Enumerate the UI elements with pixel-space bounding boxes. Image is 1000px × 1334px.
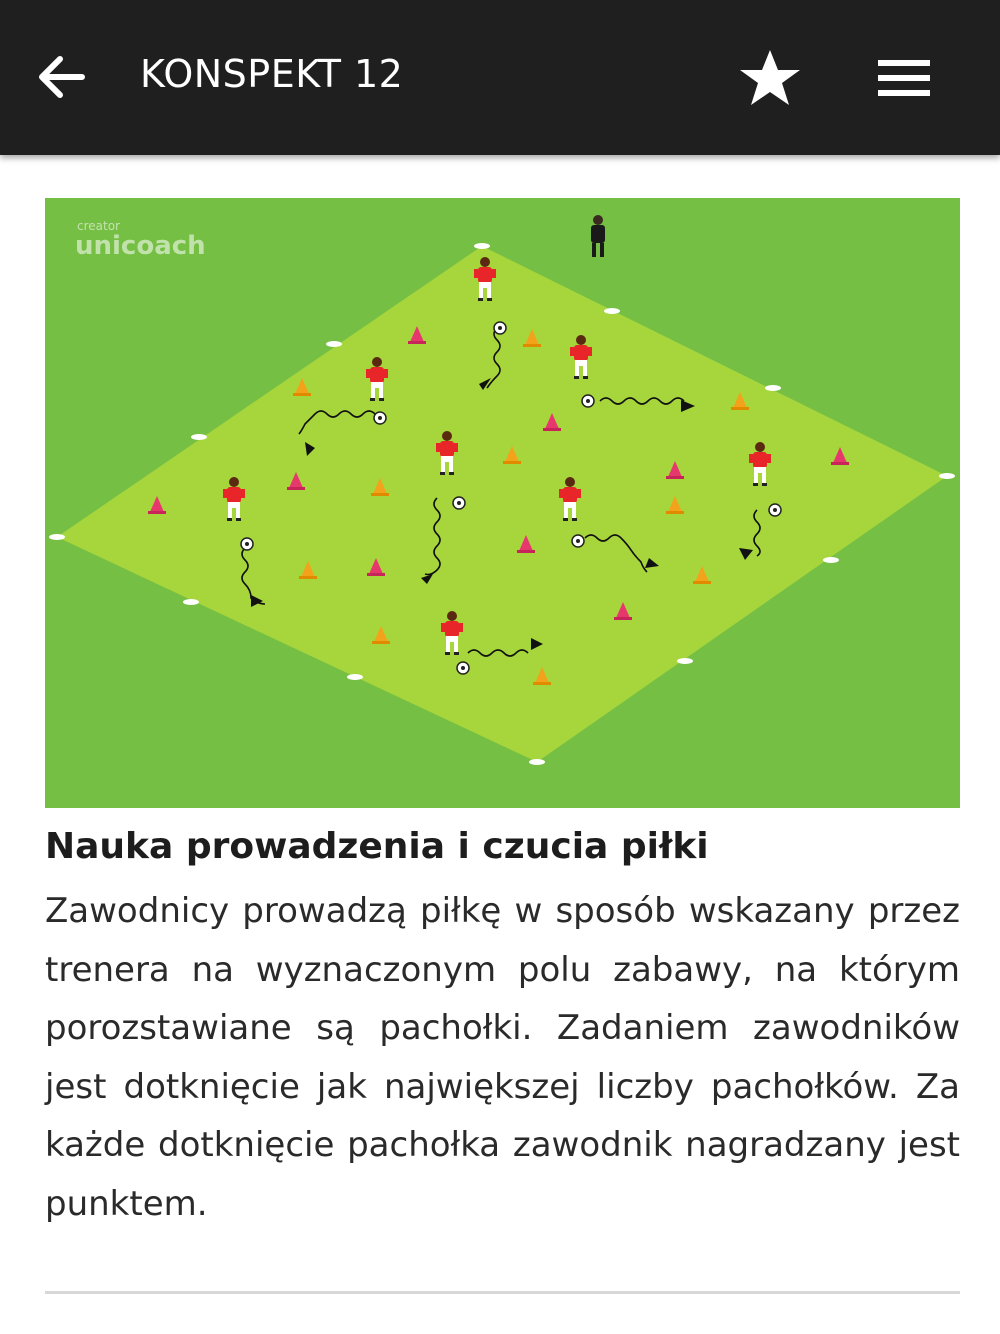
watermark-line1: creator — [77, 219, 120, 233]
exercise-title: Nauka prowadzenia i czucia piłki — [45, 826, 709, 867]
favorite-button[interactable] — [738, 48, 802, 108]
app-bar — [0, 0, 1000, 155]
exercise-description: Zawodnicy prowadzą piłkę w sposób wskazany przez trenera na wyznaczonym polu zabawy, na którym porozstawiane są pachołki. Zadaniem zawodników jest dotknięcie jak największej liczby pachołków. Za każde dotknięcie pachołka zawodnik nagradzany jest punktem. — [45, 891, 960, 1224]
coach-figure — [591, 215, 605, 257]
back-button[interactable] — [30, 46, 92, 108]
page-title: KONSPEKT 12 — [140, 52, 404, 96]
hamburger-menu-icon — [872, 52, 936, 104]
divider — [45, 1291, 960, 1294]
menu-button[interactable] — [872, 52, 936, 104]
star-icon — [738, 48, 802, 108]
watermark-logo — [75, 219, 206, 261]
watermark-line2: unicoach — [75, 231, 206, 261]
exercise-diagram — [45, 198, 960, 808]
arrow-left-icon — [30, 46, 92, 108]
